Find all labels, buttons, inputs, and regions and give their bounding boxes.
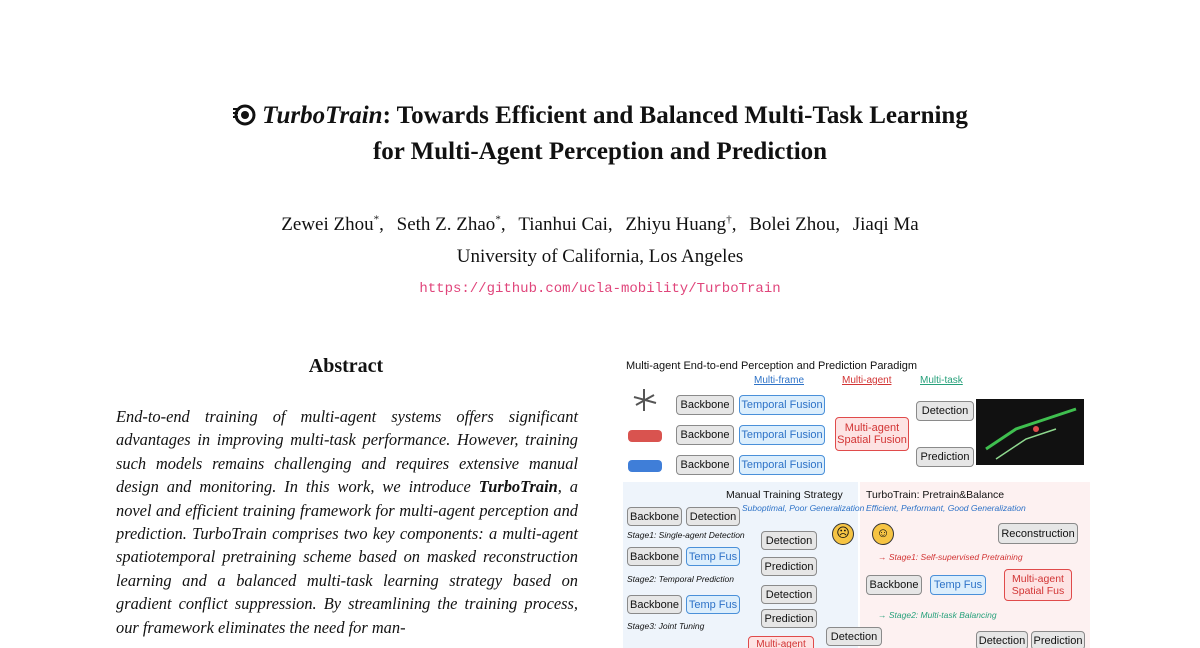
backbone-box: Backbone <box>627 547 682 566</box>
turbo-title: TurboTrain: Pretrain&Balance <box>866 489 1005 501</box>
turbo-subtitle: Efficient, Performant, Good Generalization <box>866 503 1026 513</box>
prediction-box: Prediction <box>761 557 817 576</box>
author: Tianhui Cai, <box>518 214 613 236</box>
multi-agent-box: Multi-agent <box>748 636 814 648</box>
happy-face-icon: ☺ <box>872 523 894 545</box>
temporal-fusion-box: Temporal Fusion <box>739 395 825 415</box>
reconstruction-box: Reconstruction <box>998 523 1078 544</box>
multi-frame-label: Multi-frame <box>754 375 805 386</box>
temp-fus-box: Temp Fus <box>686 595 740 614</box>
prediction-box: Prediction <box>916 447 974 467</box>
author-list <box>0 214 1200 236</box>
lidar-scene-image <box>976 399 1084 465</box>
paradigm-figure <box>620 355 1090 648</box>
prediction-box: Prediction <box>761 609 817 628</box>
backbone-box: Backbone <box>676 425 734 445</box>
detection-box: Detection <box>761 585 817 604</box>
title-line2: for Multi-Agent Perception and Prediction <box>372 138 828 165</box>
backbone-box: Backbone <box>627 507 682 526</box>
blue-car-icon <box>628 460 662 472</box>
stage1-label: Stage1: Single-agent Detection <box>627 530 745 540</box>
detection-box: Detection <box>826 627 882 646</box>
manual-subtitle: Suboptimal, Poor Generalization <box>742 503 865 513</box>
multi-agent-label: Multi-agent <box>842 375 892 386</box>
manual-title: Manual Training Strategy <box>726 489 843 501</box>
author: Bolei Zhou, <box>749 214 840 236</box>
drone-icon <box>626 385 666 415</box>
red-car-icon <box>628 430 662 442</box>
sad-face-icon: ☹ <box>832 523 854 545</box>
turbo-stage2-label: → Stage2: Multi-task Balancing <box>878 610 997 620</box>
abstract-heading: Abstract <box>308 355 384 377</box>
prediction-box: Prediction <box>1031 631 1085 648</box>
detection-box: Detection <box>686 507 740 526</box>
repo-link[interactable]: https://github.com/ucla-mobility/TurboTrain <box>419 281 781 297</box>
temp-fus-box: Temp Fus <box>686 547 740 566</box>
temporal-fusion-box: Temporal Fusion <box>739 455 825 475</box>
title-name: TurboTrain <box>262 102 383 129</box>
author: Zhiyu Huang†, <box>625 214 737 236</box>
detection-box: Detection <box>916 401 974 421</box>
abstract-text: End-to-end training of multi-agent systems offers significant advantages in improving multi-task performance. However, training such models remains challenging and requires extensive manual design and monitoring. In this work, we introduce TurboTrain, a novel and efficient training framework for multi-agent perception and prediction. TurboTrain comprises two key components: a multi-agent spatiotemporal pretraining scheme based on masked reconstruction learning and a balanced multi-task learning strategy based on gradient conflict suppression. By streamlining the training process, our framework eliminates the need for man- <box>116 407 579 637</box>
turbo-logo-icon <box>232 104 256 126</box>
backbone-box: Backbone <box>866 575 922 595</box>
figure-title: Multi-agent End-to-end Perception and Prediction Paradigm <box>626 360 918 372</box>
backbone-box: Backbone <box>627 595 682 614</box>
author: Jiaqi Ma <box>852 214 919 236</box>
multi-task-label: Multi-task <box>920 375 963 386</box>
spatial-fusion-box: Multi-agent Spatial Fusion <box>835 417 909 451</box>
spatial-fus-box: Multi-agent Spatial Fus <box>1004 569 1072 601</box>
temp-fus-box: Temp Fus <box>930 575 986 595</box>
title-line1: : Towards Efficient and Balanced Multi-Task Learning <box>382 102 968 129</box>
stage2-label: Stage2: Temporal Prediction <box>627 574 734 584</box>
backbone-box: Backbone <box>676 455 734 475</box>
arxiv-stamp <box>20 330 80 648</box>
affiliation: University of California, Los Angeles <box>456 246 744 267</box>
author: Seth Z. Zhao*, <box>396 214 506 236</box>
paper-title <box>0 98 1200 170</box>
detection-box: Detection <box>761 531 817 550</box>
backbone-box: Backbone <box>676 395 734 415</box>
turbo-stage1-label: → Stage1: Self-supervised Pretraining <box>878 552 1023 562</box>
temporal-fusion-box: Temporal Fusion <box>739 425 825 445</box>
author: Zewei Zhou*, <box>281 214 384 236</box>
stage3-label: Stage3: Joint Tuning <box>627 621 705 631</box>
detection-box: Detection <box>976 631 1028 648</box>
